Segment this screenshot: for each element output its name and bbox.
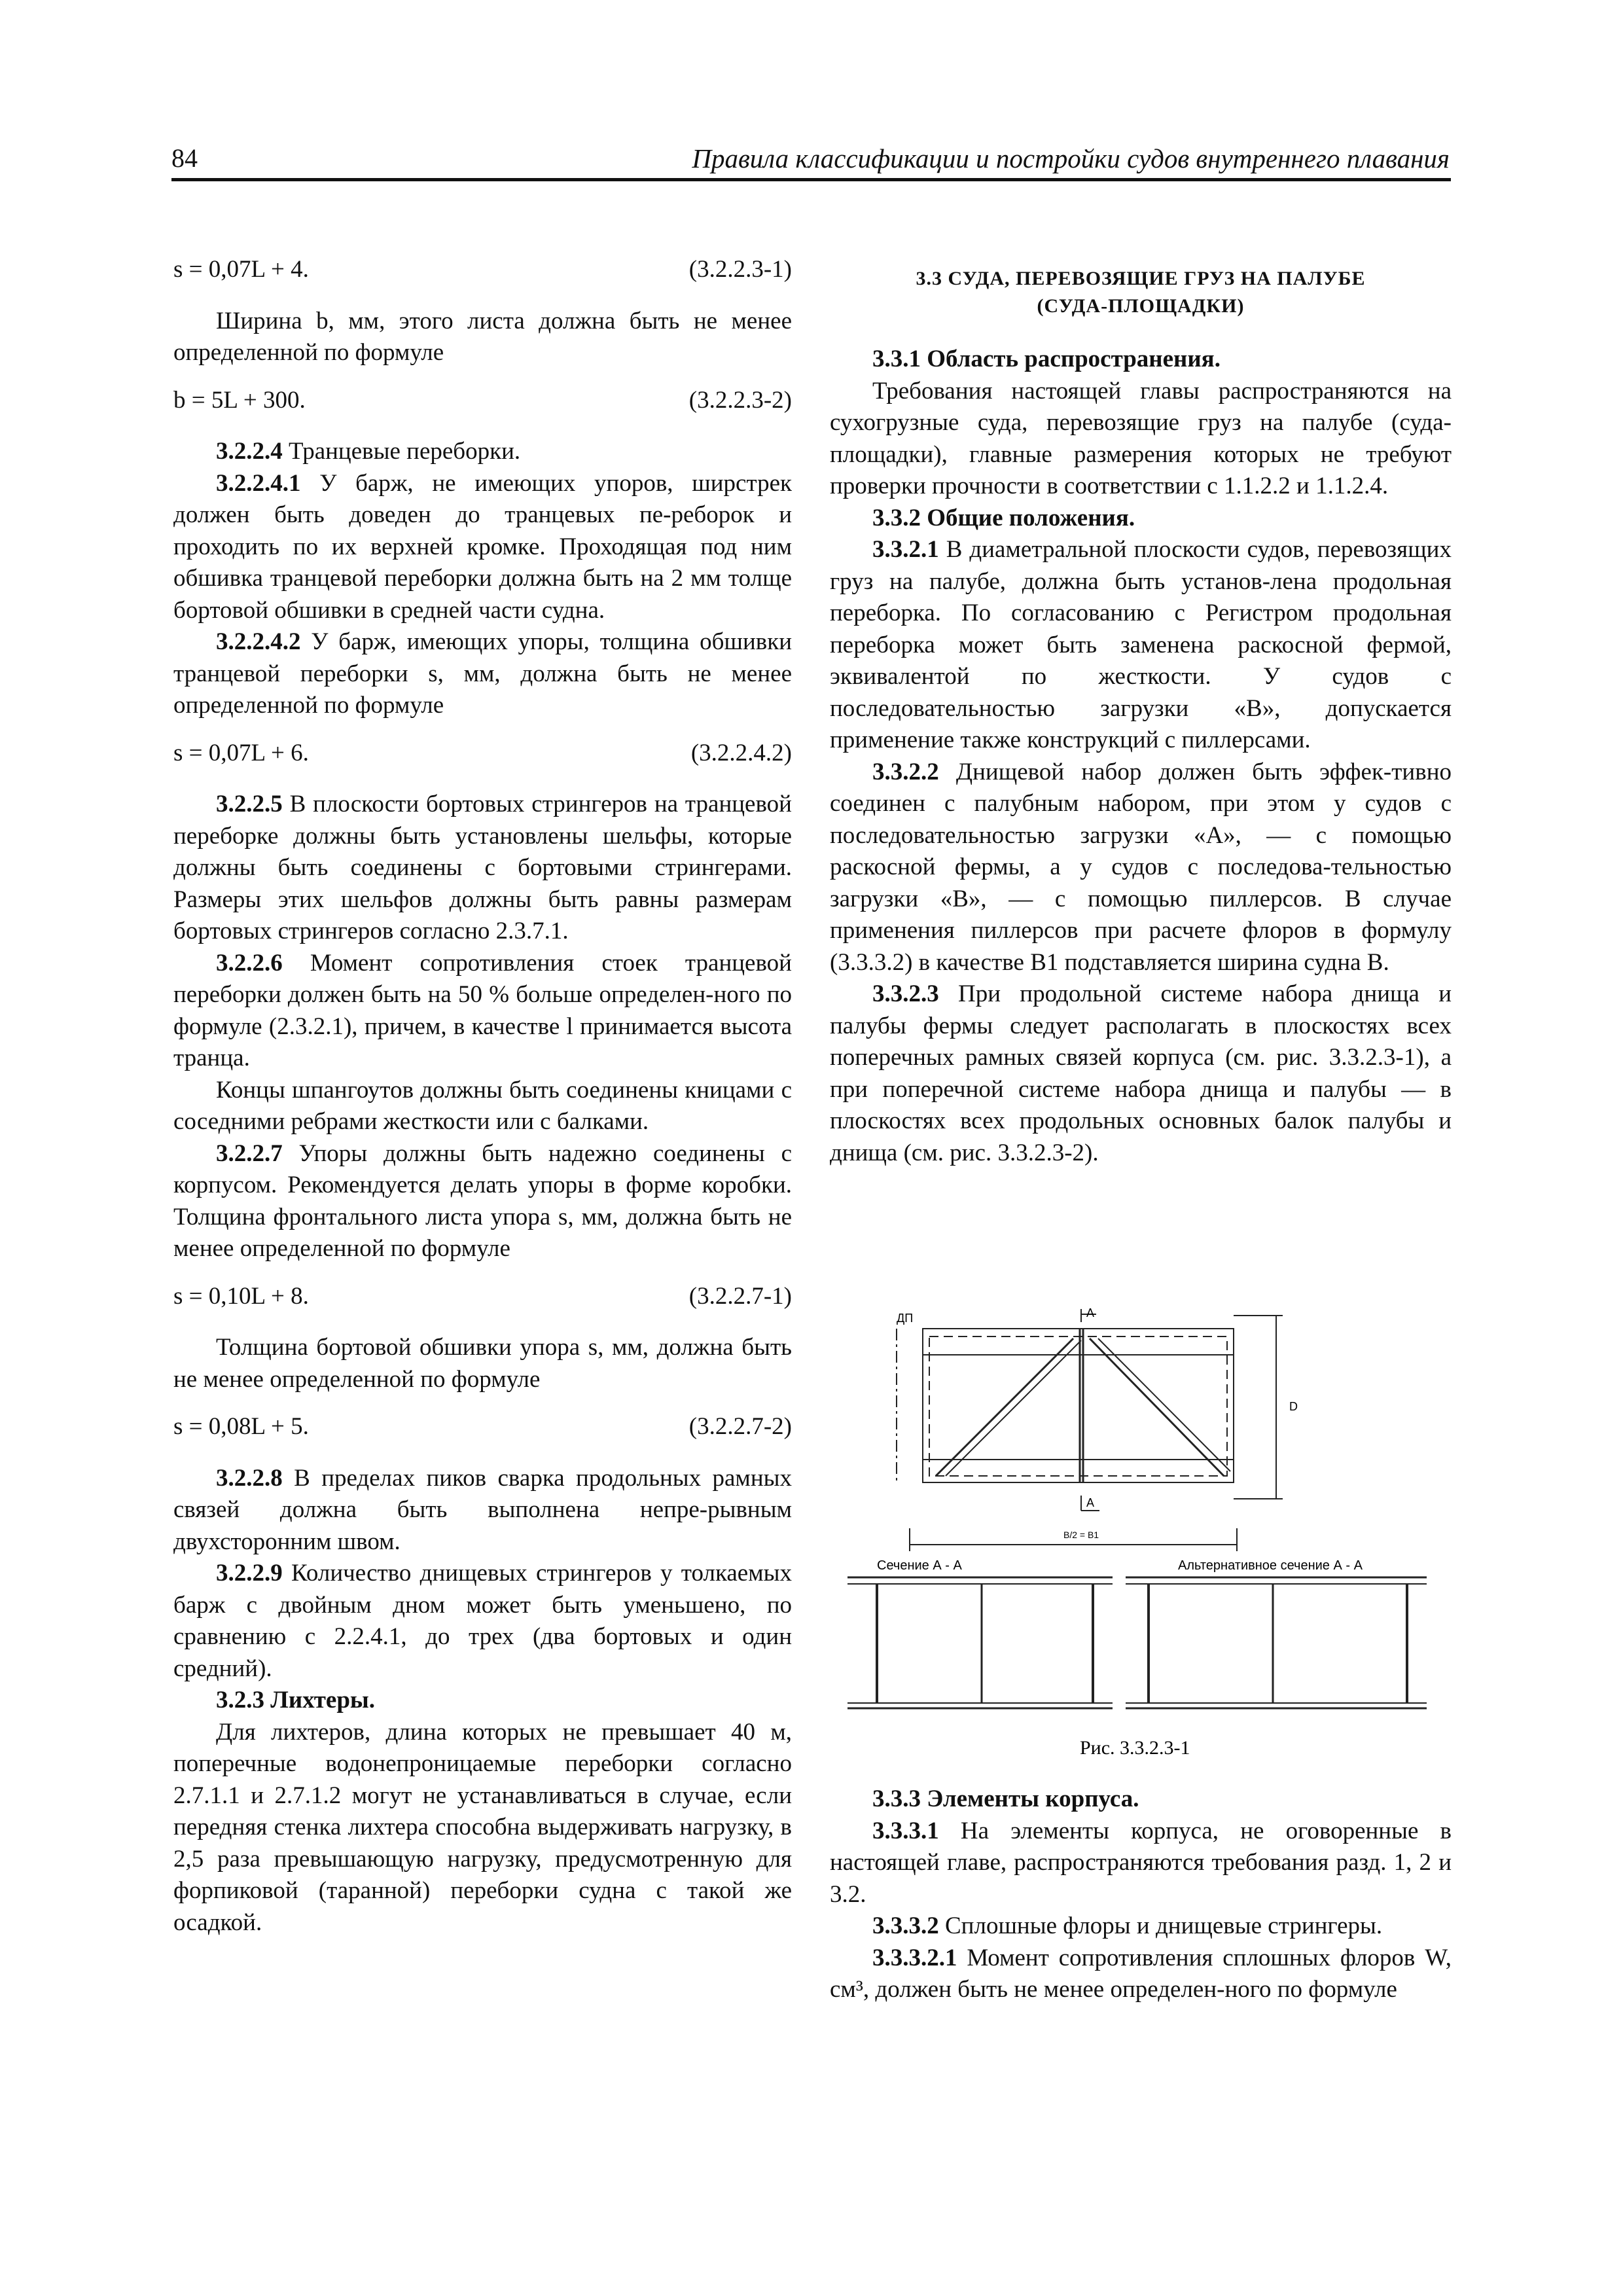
paragraph-3-2-2-8: 3.2.2.8 В пределах пиков сварка продольных рамных связей должна быть выполнена непре-рывным двухсторонним швом. (173, 1464, 792, 1555)
paragraph-3-2-2-4-2: 3.2.2.4.2 У барж, имеющих упоры, толщина обшивки транцевой переборки s, мм, должна быть не менее определенной по формуле (173, 628, 792, 719)
heading-3-3-2: 3.3.2 Общие положения. (872, 504, 1135, 531)
fig-section-label: Сечение А - А (877, 1558, 962, 1573)
section-subtitle: (СУДА-ПЛОЩАДКИ) (1037, 295, 1245, 317)
heading-3-2-2-4: 3.2.2.4 Транцевые переборки. (216, 438, 521, 465)
heading-3-2-3: 3.2.3 Лихтеры. (216, 1687, 376, 1713)
section-title: 3.3 СУДА, ПЕРЕВОЗЯЩИЕ ГРУЗ НА ПАЛУБЕ (916, 268, 1366, 289)
formula-3-2-2-4-2: s = 0,07L + 6. (3.2.2.4.2) (173, 739, 792, 766)
paragraph-3-3-2-1: 3.3.2.1 В диаметральной плоскости судов, перевозящих груз на палубе, должна быть установ-лена продольная переборка. По согласованию с Регистром продольная переборка может быть заменена раскосной фермой, эквивалентой по жесткости. У судов с последовательностью загрузки «В», допускается применение также конструкций с пиллерсами. (830, 536, 1452, 753)
paragraph: Ширина b, мм, этого листа должна быть не менее определенной по формуле (173, 307, 792, 366)
paragraph-3-2-2-7: 3.2.2.7 Упоры должны быть надежно соединены с корпусом. Рекомендуется делать упоры в форме коробки. Толщина фронтального листа упора s, мм, должна быть не менее определенной по формуле (173, 1139, 792, 1262)
paragraph-3-3-2-2: 3.3.2.2 Днищевой набор должен быть эффек-тивно соединен с палубным набором, при этом у судов с последовательностью загрузки «А», — с помощью раскосной фермы, а у судов с последова-тельностью загрузки «В», — с помощью пиллерсов. В случае применения пиллерсов при расчете флоров в формулу (3.3.3.2) в качестве B1 подставляется ширина судна B. (830, 758, 1452, 976)
heading-3-3-3: 3.3.3 Элементы корпуса. (872, 1785, 1139, 1812)
page-number: 84 (171, 143, 198, 173)
figure-caption: Рис. 3.3.2.3-1 (1080, 1737, 1190, 1759)
figure-drawing (838, 1302, 1453, 1761)
fig-label-a-bottom: A (1086, 1496, 1095, 1509)
paragraph-3-2-2-9: 3.2.2.9 Количество днищевых стрингеров у толкаемых барж с двойным дном может быть уменьшено, по сравнению с 2.2.4.1, до трех (два бортовых и один средний). (173, 1560, 792, 1682)
fig-label-b: B/2 = B1 (1063, 1530, 1099, 1540)
paragraph-3-2-2-5: 3.2.2.5 В плоскости бортовых стрингеров на транцевой переборке должны быть установлены шельфы, которые должны быть соединены с бортовыми стрингерами. Размеры этих шельфов должны быть равны размерам бортовых стрингеров согласно 2.3.7.1. (173, 791, 792, 944)
paragraph-3-3-2-3: 3.3.2.3 При продольной системе набора днища и палубы фермы следует располагать в плоскостях всех поперечных рамных связей корпуса (см. рис. 3.3.2.3-1), а при поперечной системе набора днища и палубы — в плоскостях всех продольных основных балок палубы и днища (см. рис. 3.3.2.3-2). (830, 980, 1452, 1166)
paragraph-3-3-1: Требования настоящей главы распространяются на сухогрузные суда, перевозящие груз на палубе (суда-площадки), главные размерения которых не требуют проверки прочности в соответствии с 1.1.2.2 и 1.1.2.4. (830, 377, 1452, 499)
formula-3-2-2-7-2: s = 0,08L + 5. (3.2.2.7-2) (173, 1413, 792, 1440)
right-column-top (830, 265, 1452, 1169)
paragraph-3-3-3-2: 3.3.3.2 Сплошные флоры и днищевые стрингеры. (872, 1912, 1383, 1939)
paragraph-3-2-2-4-1: 3.2.2.4.1 У барж, не имеющих упоров, ширстрек должен быть доведен до транцевых пе-реборок и проходить по их верхней кромке. Проходящая под ним обшивка транцевой переборки должна быть на 2 мм толще бортовой обшивки в средней части судна. (173, 469, 792, 624)
paragraph-3-3-3-2-1: 3.3.3.2.1 Момент сопротивления сплошных флоров W, см³, должен быть не менее определен-ного по формуле (830, 1944, 1452, 2003)
paragraph-3-2-3: Для лихтеров, длина которых не превышает 40 м, поперечные водонепроницаемые переборки согласно 2.7.1.1 и 2.7.1.2 могут не устанавливаться в случае, если передняя стенка лихтера способна выдерживать нагрузку, в 2,5 раза превышающую нагрузку, предусмотренную для форпиковой (таранной) переборки судна с такой же осадкой. (173, 1718, 792, 1936)
heading-3-3-1: 3.3.1 Область распространения. (872, 346, 1221, 372)
figure-3-3-2-3-1 (838, 1302, 1453, 1761)
paragraph-3-3-3-1: 3.3.3.1 На элементы корпуса, не оговоренные в настоящей главе, распространяются требования разд. 1, 2 и 3.2. (830, 1817, 1452, 1908)
fig-alt-section-label: Альтернативное сечение А - А (1178, 1558, 1363, 1573)
fig-label-dp: ДП (897, 1312, 914, 1325)
right-column-bottom (830, 1784, 1452, 2006)
running-header: Правила классификации и постройки судов внутреннего плавания (692, 143, 1450, 173)
paragraph-3-2-2-6: 3.2.2.6 Момент сопротивления стоек транцевой переборки должен быть на 50 % больше определен-ного по формуле (2.3.2.1), причем, в качестве l принимается высота транца. (173, 949, 792, 1071)
fig-label-a-top: A (1086, 1306, 1095, 1319)
paragraph: Толщина бортовой обшивки упора s, мм, должна быть не менее определенной по формуле (173, 1334, 792, 1393)
left-column (173, 254, 792, 1939)
formula-3-2-2-7-1: s = 0,10L + 8. (3.2.2.7-1) (173, 1282, 792, 1310)
formula-3-2-2-3-2: b = 5L + 300. (3.2.2.3-2) (173, 386, 792, 414)
formula-3-2-2-3-1: s = 0,07L + 4. (3.2.2.3-1) (173, 256, 792, 283)
header-rule (171, 178, 1451, 181)
inner-outline (929, 1336, 1227, 1476)
fig-label-d: D (1289, 1400, 1298, 1413)
paragraph: Концы шпангоутов должны быть соединены кницами с соседними ребрами жесткости или с балками. (173, 1076, 792, 1135)
